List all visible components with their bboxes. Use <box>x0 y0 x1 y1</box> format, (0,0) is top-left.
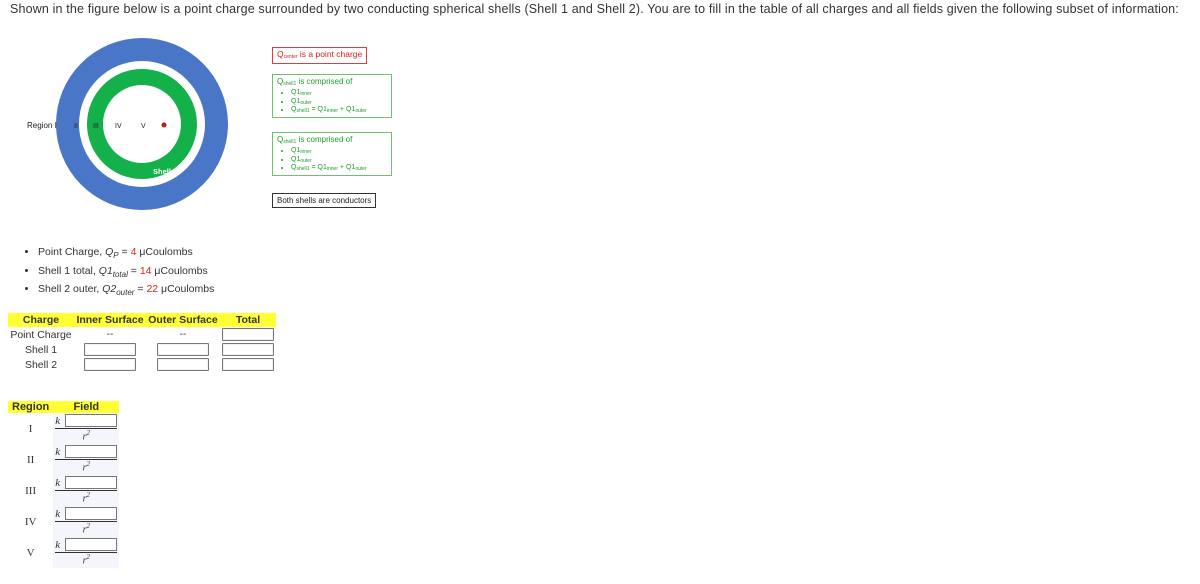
shell1-total-input[interactable] <box>222 343 274 356</box>
row-label: Shell 1 <box>24 343 58 356</box>
table-row <box>8 475 119 506</box>
field-fraction: k $r^2$ <box>53 538 119 566</box>
table-row <box>8 357 276 372</box>
given-shell1-total: • Shell 1 total, $Q1_{total} = 14$ μCoulombs <box>38 265 214 277</box>
outer-na: -- <box>179 329 187 340</box>
note-shell2: $Q_{shell1}$ is comprised of • $Q1_{inner}$ • $Q1_{outer}$ • $Q_{shell1} = Q1_{inner} + Q1_{outer}$ <box>272 132 392 176</box>
region-label-2: II <box>74 123 78 130</box>
col-total: Total <box>220 313 276 327</box>
field-input-region-2[interactable] <box>65 445 117 458</box>
given-list <box>18 246 214 302</box>
shell2-label: Shell 2 <box>151 211 176 220</box>
shells-figure <box>0 20 270 232</box>
note-conductors: Both shells are conductors <box>272 193 376 208</box>
region-name: V <box>8 537 53 568</box>
region-label-5: V <box>141 123 146 130</box>
shell2-outer-input[interactable] <box>157 358 209 371</box>
note-shell1: $Q_{shell1}$ is comprised of • $Q1_{inner}$ • $Q1_{outer}$ • $Q_{shell1} = Q1_{inner} + Q1_{outer}$ <box>272 74 392 118</box>
table-row <box>8 413 119 444</box>
table-row <box>8 537 119 568</box>
shell2-inner-input[interactable] <box>84 358 136 371</box>
field-input-region-4[interactable] <box>65 507 117 520</box>
field-fraction: k $r^2$ <box>53 445 119 473</box>
field-fraction: k $r^2$ <box>53 507 119 535</box>
problem-statement: Shown in the figure below is a point charge surrounded by two conducting spherical shells (Shell 1 and Shell 2). You are to fill in the table of all charges and all fields given the following subset of information: <box>10 2 1179 16</box>
point-charge-dot <box>162 123 167 128</box>
col-region: Region <box>8 401 53 413</box>
given-shell2-outer: • Shell 2 outer, $Q2_{outer} = 22$ μCoulombs <box>38 283 214 295</box>
shell2-total-input[interactable] <box>222 358 274 371</box>
table-row <box>8 444 119 475</box>
col-inner: Inner Surface <box>74 313 146 327</box>
field-input-region-1[interactable] <box>65 414 117 427</box>
note-shell2-outer: • $Q1_{outer}$ <box>291 156 387 165</box>
shell1-inner-input[interactable] <box>84 343 136 356</box>
inner-na: -- <box>106 329 114 340</box>
field-input-region-5[interactable] <box>65 538 117 551</box>
field-input-region-3[interactable] <box>65 476 117 489</box>
field-fraction: k $r^2$ <box>53 476 119 504</box>
note-shell1-sum: • $Q_{shell1} = Q1_{inner} + Q1_{outer}$ <box>291 106 387 115</box>
charge-table <box>8 313 276 372</box>
point-charge-total-input[interactable] <box>222 328 274 341</box>
region-name: I <box>8 413 53 444</box>
region-label-4: IV <box>115 123 122 130</box>
col-charge: Charge <box>8 313 74 327</box>
note-point-charge: $Q_{center}$ is a point charge <box>272 47 367 64</box>
region-name: II <box>8 444 53 475</box>
field-table <box>8 401 119 568</box>
region-name: III <box>8 475 53 506</box>
shell1-outer-input[interactable] <box>157 343 209 356</box>
given-point-charge: • Point Charge, $Q_P = 4$ μCoulombs <box>38 246 214 258</box>
field-fraction: k $r^2$ <box>53 414 119 442</box>
col-outer: Outer Surface <box>146 313 220 327</box>
col-field: Field <box>53 401 119 413</box>
note-shell1-outer: • $Q1_{outer}$ <box>291 98 387 107</box>
row-label: Shell 2 <box>24 358 58 371</box>
note-shell2-inner: • $Q1_{inner}$ <box>291 147 387 156</box>
note-shell1-inner: • $Q1_{inner}$ <box>291 89 387 98</box>
shell1-label: Shell 1 <box>153 167 178 176</box>
table-row <box>8 327 276 342</box>
note-shell2-sum: • $Q_{shell1} = Q1_{inner} + Q1_{outer}$ <box>291 164 387 173</box>
region-label-3: III <box>93 123 99 130</box>
table-row <box>8 342 276 357</box>
region-label-1: Region I <box>27 121 57 130</box>
row-label: Point Charge <box>10 328 72 341</box>
table-row <box>8 506 119 537</box>
region-name: IV <box>8 506 53 537</box>
